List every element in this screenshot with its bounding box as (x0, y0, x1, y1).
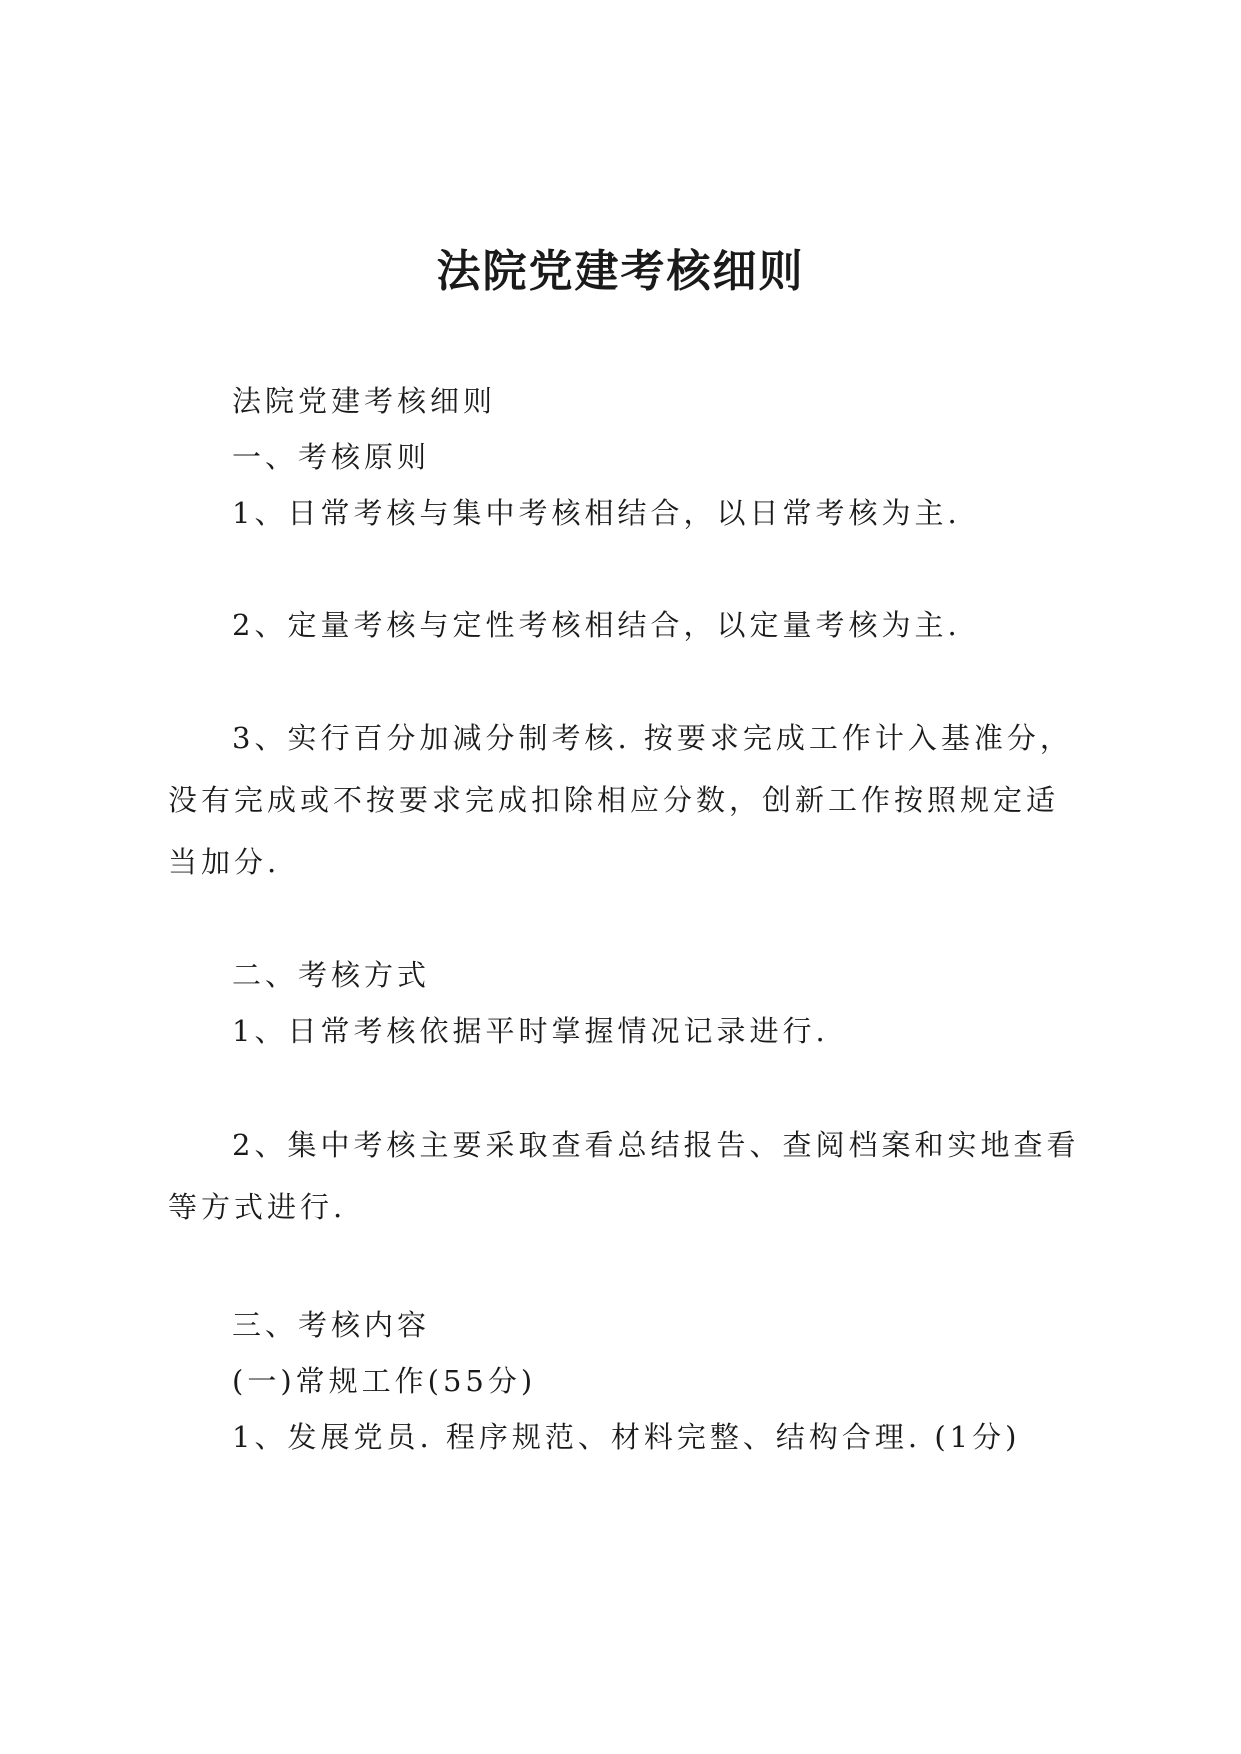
subsection-heading-routine-work: (一)常规工作(55分) (232, 1364, 537, 1398)
section-heading-principles: 一、考核原则 (232, 440, 431, 474)
subtitle-paragraph: 法院党建考核细则 (232, 384, 497, 418)
paragraph-principle-3: 3、实行百分加减分制考核. 按要求完成工作计入基准分，没有完成或不按要求完成扣除相应分数，创新工作按照规定适当加分. (168, 721, 1073, 879)
paragraph-principle-2: 2、定量考核与定性考核相结合，以定量考核为主. (232, 608, 961, 642)
paragraph-principle-1: 1、日常考核与集中考核相结合，以日常考核为主. (232, 496, 961, 530)
paragraph-method-2: 2、集中考核主要采取查看总结报告、查阅档案和实地查看等方式进行. (168, 1128, 1080, 1224)
paragraph-content-1: 1、发展党员. 程序规范、材料完整、结构合理. (1分) (232, 1420, 1021, 1454)
document-title: 法院党建考核细则 (436, 246, 805, 297)
section-heading-content: 三、考核内容 (232, 1308, 431, 1342)
section-heading-methods: 二、考核方式 (232, 958, 431, 992)
paragraph-method-1: 1、日常考核依据平时掌握情况记录进行. (232, 1014, 829, 1048)
